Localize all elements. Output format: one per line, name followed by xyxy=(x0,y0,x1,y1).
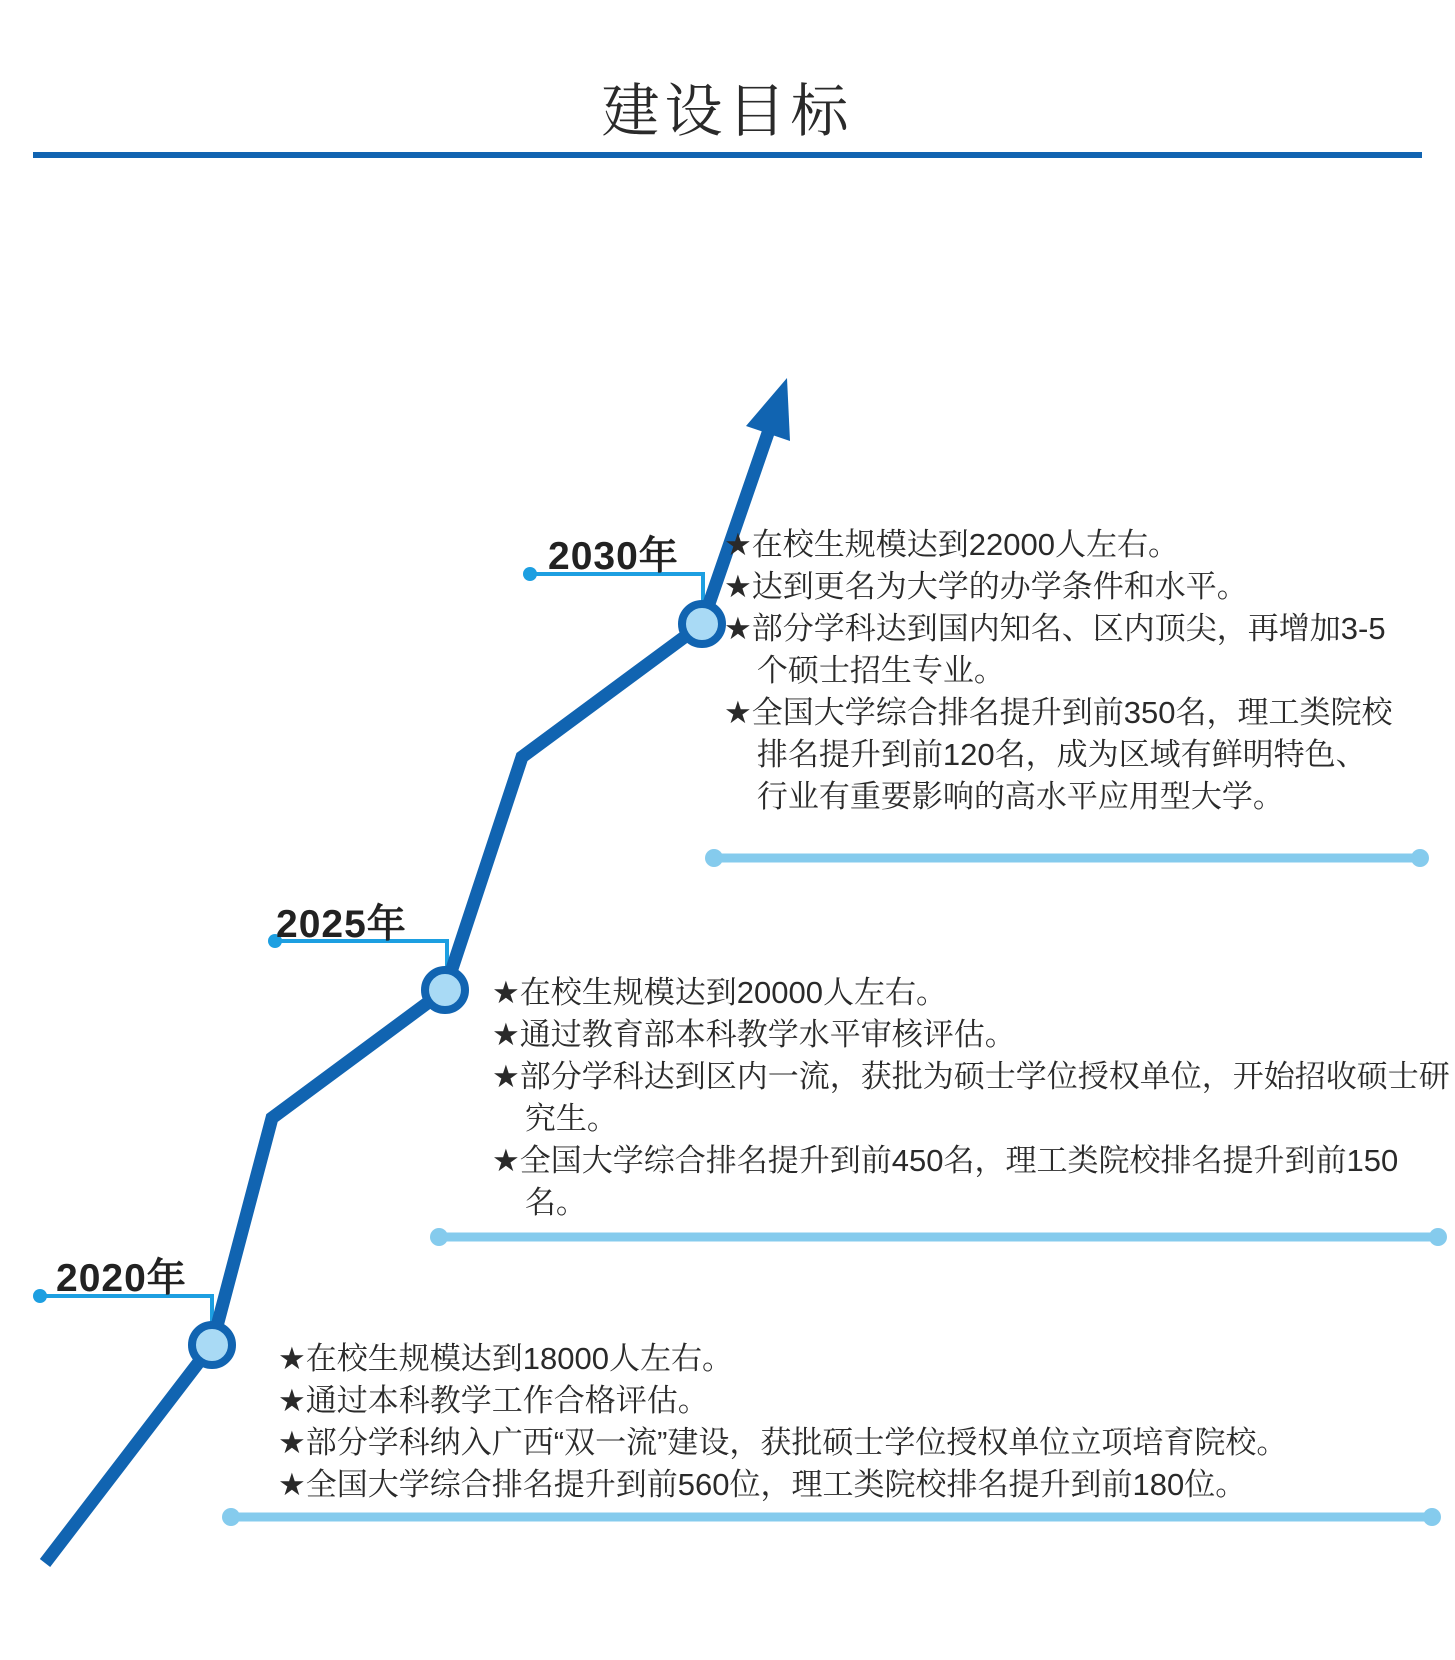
goal-item: ★通过本科教学工作合格评估。 xyxy=(278,1383,709,1418)
goal-item: ★在校生规模达到20000人左右。 xyxy=(492,975,947,1010)
goal-list-2025 xyxy=(492,972,1455,1224)
goal-item: ★部分学科达到区内一流，获批为硕士学位授权单位，开始招收硕士研究生。 xyxy=(492,1059,1450,1136)
title-rule xyxy=(33,152,1422,158)
goal-item: ★全国大学综合排名提升到前350名，理工类院校排名提升到前120名，成为区域有鲜明特色、行业有重要影响的高水平应用型大学。 xyxy=(724,695,1393,814)
year-label-2020: 2020年 xyxy=(56,1257,187,1300)
section-underline-2020 xyxy=(222,1508,1441,1526)
milestone-node-2030 xyxy=(682,604,722,644)
goals-2025 xyxy=(492,972,1455,1224)
goals-2030 xyxy=(724,524,1396,818)
goal-item: ★通过教育部本科教学水平审核评估。 xyxy=(492,1017,1016,1052)
goal-item: ★在校生规模达到18000人左右。 xyxy=(278,1341,733,1376)
goal-list-2020 xyxy=(278,1338,1413,1506)
arrowhead-icon xyxy=(746,378,790,441)
year-label-2030: 2030年 xyxy=(548,535,679,578)
goal-item: ★全国大学综合排名提升到前450名，理工类院校排名提升到前150名。 xyxy=(492,1143,1399,1220)
goal-item: ★部分学科纳入广西“双一流”建设，获批硕士学位授权单位立项培育院校。 xyxy=(278,1425,1288,1460)
goal-list-2030 xyxy=(724,524,1396,818)
goal-item: ★部分学科达到国内知名、区内顶尖，再增加3-5个硕士招生专业。 xyxy=(724,611,1386,688)
section-underline-2025 xyxy=(430,1228,1447,1246)
milestone-node-2025 xyxy=(425,970,465,1010)
goals-2020 xyxy=(278,1338,1413,1506)
section-underline-2030 xyxy=(705,849,1429,867)
goal-item: ★达到更名为大学的办学条件和水平。 xyxy=(724,569,1248,604)
milestone-node-2020 xyxy=(192,1325,232,1365)
year-label-2025: 2025年 xyxy=(276,903,407,946)
goal-item: ★全国大学综合排名提升到前560位，理工类院校排名提升到前180位。 xyxy=(278,1467,1247,1502)
goal-item: ★在校生规模达到22000人左右。 xyxy=(724,527,1179,562)
page-title: 建设目标 xyxy=(601,79,854,144)
